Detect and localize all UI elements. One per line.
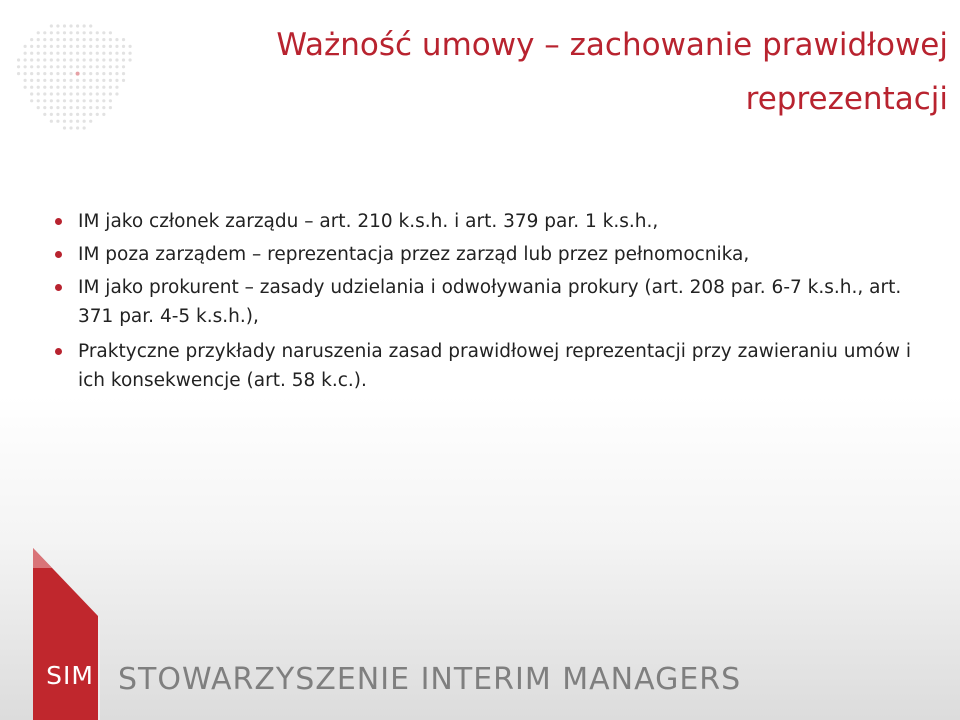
map-dot (56, 113, 59, 116)
map-dot (76, 31, 79, 34)
map-dot (89, 86, 92, 89)
map-dot (17, 65, 20, 68)
map-dot (30, 79, 33, 82)
map-dot (115, 58, 118, 61)
map-dot (96, 45, 99, 48)
map-dot (122, 52, 125, 55)
logo-text: SIM (46, 661, 94, 690)
map-dot (102, 106, 105, 109)
slide-title (188, 18, 948, 126)
map-dot (56, 31, 59, 34)
map-dot (96, 106, 99, 109)
map-dot (102, 65, 105, 68)
map-dot (69, 86, 72, 89)
map-dot (24, 72, 27, 75)
map-dot (37, 45, 40, 48)
map-dot (89, 72, 92, 75)
map-dot (96, 58, 99, 61)
map-dot (30, 52, 33, 55)
map-dot (56, 52, 59, 55)
map-dot (17, 72, 20, 75)
map-dot (89, 79, 92, 82)
map-dot (109, 58, 112, 61)
map-dot (69, 38, 72, 41)
map-dot (37, 65, 40, 68)
map-dot (63, 72, 66, 75)
map-dot (83, 65, 86, 68)
map-dot (56, 120, 59, 123)
map-dot (56, 99, 59, 102)
map-dot (102, 58, 105, 61)
map-dot (83, 99, 86, 102)
map-dot (69, 31, 72, 34)
map-dot (96, 31, 99, 34)
map-dot (50, 38, 53, 41)
map-dot (89, 45, 92, 48)
map-dot (102, 79, 105, 82)
map-dot (56, 72, 59, 75)
map-dot (76, 86, 79, 89)
map-dot (37, 79, 40, 82)
map-dot (76, 113, 79, 116)
map-dot (89, 52, 92, 55)
map-dot (24, 86, 27, 89)
map-dot (76, 79, 79, 82)
bullet-item: Praktyczne przykłady naruszenia zasad prawidłowej reprezentacji przy zawieraniu umów i ich konsekwencje (art. 58 k.c.). (52, 337, 912, 395)
map-dot (43, 86, 46, 89)
map-dot (56, 38, 59, 41)
bullet-item: IM jako prokurent – zasady udzielania i odwoływania prokury (art. 208 par. 6-7 k.s.h., art. 371 par. 4-5 k.s.h.), (52, 273, 912, 331)
map-dot (43, 79, 46, 82)
map-dot (63, 86, 66, 89)
map-dot (115, 45, 118, 48)
map-dot (83, 92, 86, 95)
map-dot (50, 45, 53, 48)
map-dot (37, 31, 40, 34)
organization-name: STOWARZYSZENIE INTERIM MANAGERS (118, 662, 742, 697)
map-dot (83, 86, 86, 89)
map-dot (115, 72, 118, 75)
map-dot (30, 38, 33, 41)
map-dot (37, 72, 40, 75)
map-dot (50, 86, 53, 89)
map-dot (63, 106, 66, 109)
map-dot (122, 58, 125, 61)
map-dot (115, 92, 118, 95)
map-dot (30, 58, 33, 61)
map-dot (115, 86, 118, 89)
map-dot (96, 92, 99, 95)
map-dot (96, 72, 99, 75)
map-dot (83, 58, 86, 61)
map-dot (109, 86, 112, 89)
map-dot (63, 126, 66, 129)
map-dot (69, 65, 72, 68)
map-dot (63, 120, 66, 123)
map-dot (89, 38, 92, 41)
map-dot (37, 86, 40, 89)
map-dot (63, 24, 66, 27)
map-dot (30, 86, 33, 89)
map-dot (63, 31, 66, 34)
map-dot (83, 24, 86, 27)
map-dot (69, 99, 72, 102)
map-dot (122, 38, 125, 41)
map-dot (37, 52, 40, 55)
map-dot (83, 45, 86, 48)
map-dot (102, 92, 105, 95)
map-dot (89, 120, 92, 123)
map-dot (102, 52, 105, 55)
map-dot (115, 52, 118, 55)
map-dot (24, 45, 27, 48)
map-dot (102, 86, 105, 89)
map-dot (30, 45, 33, 48)
map-dot (96, 52, 99, 55)
map-dot (50, 52, 53, 55)
map-marker (76, 72, 80, 76)
map-dot (43, 52, 46, 55)
map-dot (109, 45, 112, 48)
sim-logo-icon (30, 540, 110, 720)
map-dot (50, 99, 53, 102)
map-dot (122, 45, 125, 48)
map-dot (83, 120, 86, 123)
map-dot (69, 52, 72, 55)
map-dot (83, 31, 86, 34)
slide-title-line-1: Ważność umowy – zachowanie prawidłowej (276, 27, 948, 63)
map-dot (109, 106, 112, 109)
map-dot (69, 45, 72, 48)
map-dot (96, 86, 99, 89)
map-dot (102, 31, 105, 34)
map-dot (56, 65, 59, 68)
map-dot (109, 38, 112, 41)
map-dot (69, 79, 72, 82)
map-dot (102, 38, 105, 41)
map-dot (89, 92, 92, 95)
map-dot (69, 113, 72, 116)
map-dot (24, 79, 27, 82)
map-dot (128, 52, 131, 55)
map-dot (76, 52, 79, 55)
map-dot (56, 79, 59, 82)
map-dot (50, 24, 53, 27)
map-dot (122, 79, 125, 82)
map-dot (43, 38, 46, 41)
map-dot (69, 120, 72, 123)
map-dot (89, 31, 92, 34)
map-dot (56, 86, 59, 89)
map-dot (24, 65, 27, 68)
map-dot (83, 38, 86, 41)
map-dot (50, 92, 53, 95)
map-dot (63, 38, 66, 41)
map-dot (102, 72, 105, 75)
map-dot (56, 92, 59, 95)
bullet-list (52, 207, 912, 401)
map-dot (69, 126, 72, 129)
map-dot (56, 45, 59, 48)
map-dot (109, 31, 112, 34)
map-dot (37, 92, 40, 95)
map-dot (43, 72, 46, 75)
map-dot (102, 45, 105, 48)
map-dot (109, 92, 112, 95)
poland-dot-map-icon (6, 18, 156, 168)
map-dot (76, 126, 79, 129)
map-dot (63, 52, 66, 55)
map-dot (83, 113, 86, 116)
map-dot (24, 58, 27, 61)
map-dot (50, 58, 53, 61)
map-dot (63, 45, 66, 48)
map-dot (76, 38, 79, 41)
map-dot (96, 113, 99, 116)
map-dot (109, 52, 112, 55)
map-dot (89, 65, 92, 68)
map-dot (50, 120, 53, 123)
map-dot (76, 120, 79, 123)
map-dot (128, 45, 131, 48)
map-dot (76, 24, 79, 27)
map-dot (43, 45, 46, 48)
map-dot (30, 65, 33, 68)
map-dot (63, 65, 66, 68)
map-dot (96, 79, 99, 82)
map-dot (83, 72, 86, 75)
map-dot (50, 106, 53, 109)
bullet-item: IM jako członek zarządu – art. 210 k.s.h. i art. 379 par. 1 k.s.h., (52, 207, 912, 236)
map-dot (89, 24, 92, 27)
map-dot (83, 52, 86, 55)
map-dot (76, 65, 79, 68)
map-dot (102, 113, 105, 116)
map-dot (69, 92, 72, 95)
map-dot (109, 72, 112, 75)
map-dot (30, 99, 33, 102)
map-dot (69, 106, 72, 109)
map-dot (115, 65, 118, 68)
map-dot (50, 79, 53, 82)
map-dot (63, 58, 66, 61)
map-dot (102, 99, 105, 102)
map-dot (69, 58, 72, 61)
map-dot (89, 99, 92, 102)
map-dot (43, 92, 46, 95)
map-dot (17, 58, 20, 61)
map-dot (128, 58, 131, 61)
map-dot (89, 58, 92, 61)
map-dot (63, 99, 66, 102)
map-dot (63, 92, 66, 95)
map-dot (115, 38, 118, 41)
map-dot (63, 79, 66, 82)
map-dot (83, 79, 86, 82)
map-dot (76, 106, 79, 109)
map-dot (56, 24, 59, 27)
map-dot (43, 106, 46, 109)
map-dot (43, 65, 46, 68)
map-dot (115, 79, 118, 82)
map-dot (96, 38, 99, 41)
map-dot (76, 58, 79, 61)
footer (0, 540, 960, 720)
map-dot (83, 126, 86, 129)
map-dot (37, 99, 40, 102)
map-dot (43, 31, 46, 34)
map-dot (50, 72, 53, 75)
map-dot (63, 113, 66, 116)
map-dot (69, 24, 72, 27)
map-dot (109, 79, 112, 82)
map-dot (43, 58, 46, 61)
map-dot (30, 92, 33, 95)
slide-title-line-2: reprezentacji (745, 81, 948, 117)
map-dot (76, 92, 79, 95)
map-dot (56, 58, 59, 61)
map-dot (76, 45, 79, 48)
map-dot (37, 106, 40, 109)
map-dot (50, 65, 53, 68)
map-dot (122, 65, 125, 68)
bullet-item: IM poza zarządem – reprezentacja przez zarząd lub przez pełnomocnika, (52, 240, 912, 269)
map-dot (37, 58, 40, 61)
map-dot (50, 113, 53, 116)
map-dot (76, 99, 79, 102)
map-dot (56, 106, 59, 109)
map-dot (89, 113, 92, 116)
map-dot (69, 72, 72, 75)
map-dot (109, 99, 112, 102)
map-dot (89, 106, 92, 109)
map-dot (43, 99, 46, 102)
map-dot (24, 52, 27, 55)
map-dot (96, 99, 99, 102)
map-dot (43, 113, 46, 116)
map-dot (83, 106, 86, 109)
map-dot (96, 65, 99, 68)
map-dot (30, 72, 33, 75)
map-dot (122, 72, 125, 75)
map-dot (50, 31, 53, 34)
map-dot (37, 38, 40, 41)
map-dot (109, 65, 112, 68)
